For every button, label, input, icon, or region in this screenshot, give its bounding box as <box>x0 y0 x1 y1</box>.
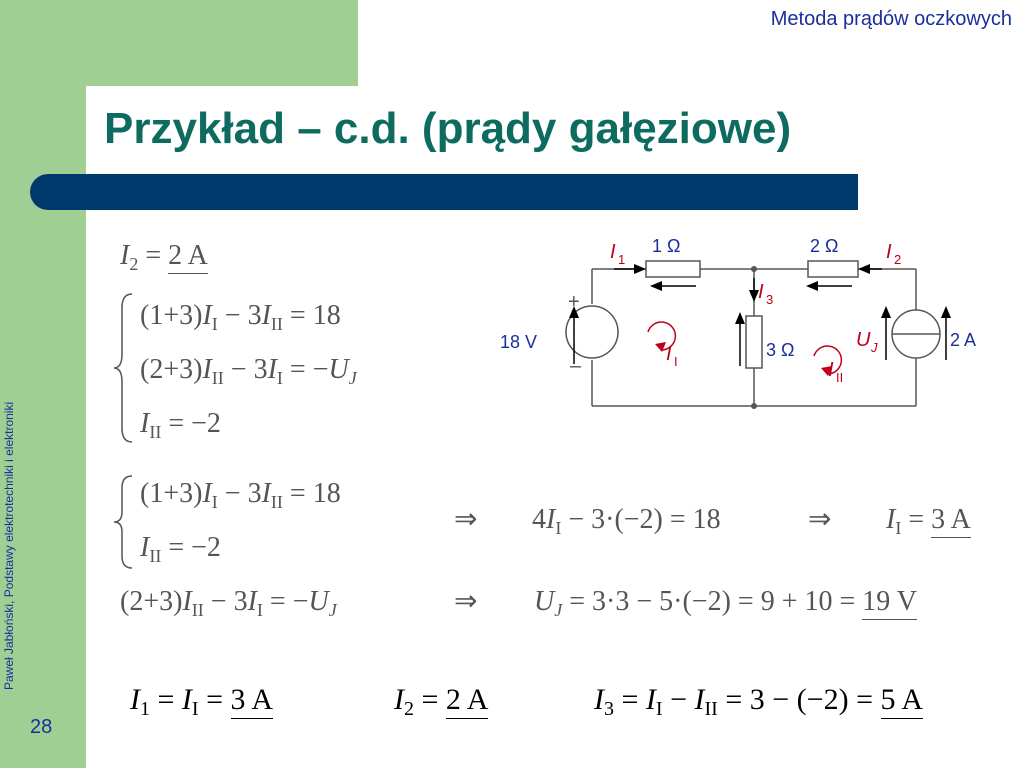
svg-text:I: I <box>674 354 678 369</box>
svg-text:U: U <box>856 329 871 351</box>
final-i2: $I_2 = 2$ A <box>394 683 489 720</box>
arrow-1: ⇒ <box>454 504 478 535</box>
label-plus: + <box>568 291 580 313</box>
resistor-r3 <box>746 316 762 368</box>
svg-text:2: 2 <box>894 252 902 267</box>
arrow-2: ⇒ <box>808 504 832 535</box>
sidebar-author <box>2 660 16 690</box>
svg-text:3: 3 <box>766 292 774 307</box>
derive-i1: $4I_I - 3\cdot(-2) = 18$ <box>532 504 721 538</box>
header-topic: Metoda prądów oczkowych <box>770 8 1012 30</box>
svg-text:I: I <box>886 241 892 263</box>
label-r2: 2 Ω <box>810 236 839 256</box>
page-number: 28 <box>30 716 53 738</box>
circuit-diagram <box>490 226 1000 416</box>
label-voltage-source: 18 V <box>500 332 538 352</box>
svg-text:1: 1 <box>618 252 626 267</box>
svg-text:I: I <box>758 281 764 303</box>
svg-text:I: I <box>610 241 616 263</box>
derive-uj: $U_J = 3\cdot 3 - 5\cdot(-2) = 9 + 10 = 19$ V <box>534 586 917 620</box>
arrow-3: ⇒ <box>454 586 478 617</box>
system1-line2: $(2+3)I_{II} - 3I_I = -U_J$ <box>140 354 357 388</box>
system2-line1: $(1+3)I_I - 3I_{II} = 18$ <box>140 478 341 512</box>
label-current-source: 2 A <box>950 330 977 350</box>
brace-system1 <box>112 292 136 444</box>
svg-text:I: I <box>828 359 834 381</box>
svg-text:I: I <box>666 343 672 365</box>
final-i3: $I_3 = I_I - I_{II} = 3 - (-2) = 5$ A <box>594 683 924 720</box>
node-top <box>751 266 757 272</box>
label-r1: 1 Ω <box>652 236 681 256</box>
system1-line3: $I_{II} = -2$ <box>140 408 221 442</box>
resistor-r1 <box>646 261 700 277</box>
system1-line1: $(1+3)I_I - 3I_{II} = 18$ <box>140 300 341 334</box>
system2-line2: $I_{II} = -2$ <box>140 532 221 566</box>
slide-title: Przykład – c.d. (prądy gałęziowe) <box>104 104 792 153</box>
label-r3: 3 Ω <box>766 340 795 360</box>
node-bottom <box>751 403 757 409</box>
svg-text:J: J <box>871 340 878 355</box>
result-i1: $I_I = 3$ A <box>886 504 971 538</box>
resistor-r2 <box>808 261 858 277</box>
equation-i2: $I_2 = 2$ A <box>120 240 208 274</box>
equation-uj: $(2+3)I_{II} - 3I_I = -U_J$ <box>120 586 337 620</box>
label-minus: – <box>570 355 582 377</box>
title-underline-bar <box>30 174 858 210</box>
svg-text:II: II <box>836 370 844 385</box>
brace-system2 <box>112 474 136 570</box>
final-i1: $I_1 = I_I = 3$ A <box>130 683 274 720</box>
